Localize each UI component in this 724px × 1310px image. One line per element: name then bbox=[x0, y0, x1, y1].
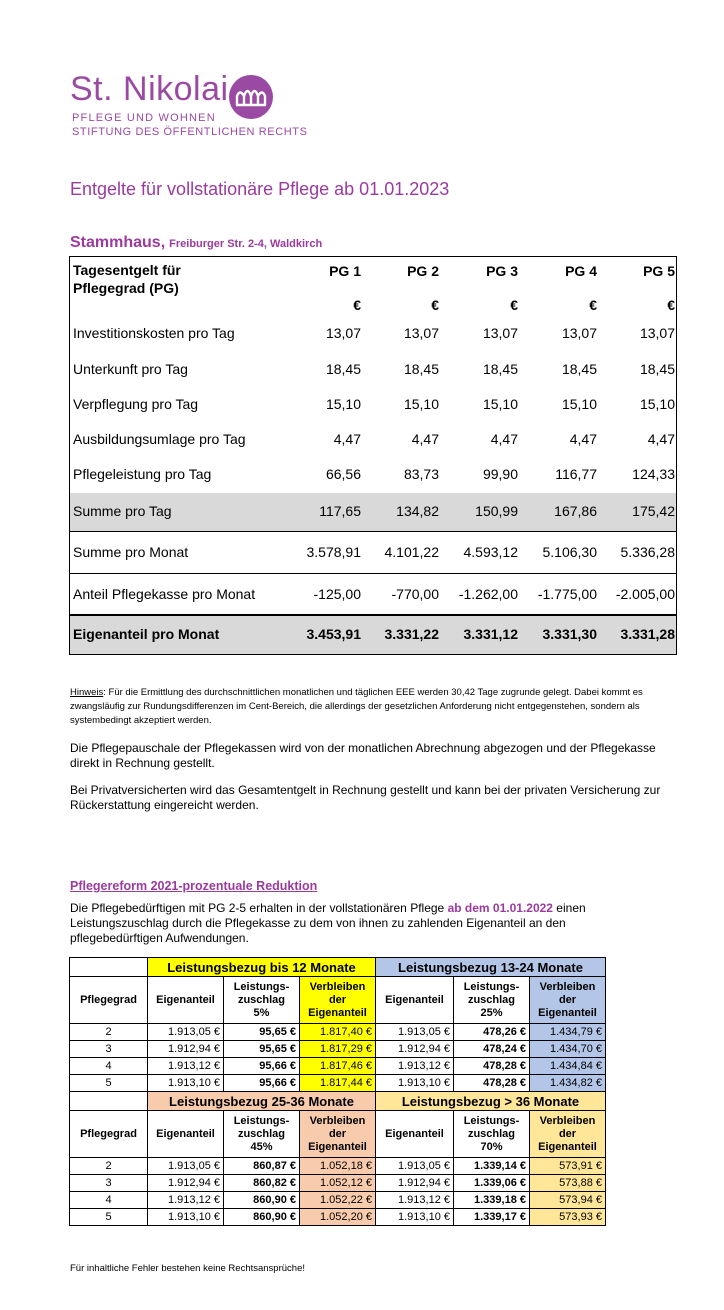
zuschlag-header bbox=[454, 1111, 530, 1158]
logo-subtitle: PFLEGE UND WOHNEN bbox=[72, 112, 216, 124]
fee-cell: 4,47 bbox=[647, 431, 675, 447]
fee-cell: 15,10 bbox=[639, 396, 675, 412]
verbleib-cell: 1.052,22 € bbox=[300, 1192, 376, 1209]
zuschlag-cell: 95,66 € bbox=[224, 1075, 300, 1092]
fee-cell: 3.578,91 bbox=[306, 544, 361, 560]
verbleib-cell: 1.817,40 € bbox=[300, 1024, 376, 1041]
fee-row bbox=[70, 388, 676, 423]
fee-cell: 175,42 bbox=[632, 503, 675, 519]
footer-disclaimer: Für inhaltliche Fehler bestehen keine Rechtsansprüche! bbox=[70, 1263, 305, 1274]
reduction-table bbox=[69, 957, 606, 1226]
pflegegrad-cell: 2 bbox=[70, 1024, 148, 1041]
fee-cell: 4,47 bbox=[569, 431, 597, 447]
verbleib-cell: 573,88 € bbox=[530, 1175, 606, 1192]
fee-cell: 4,47 bbox=[333, 431, 361, 447]
col-header-pg3: PG 3 bbox=[486, 263, 518, 279]
info-paragraph-1: Die Pflegepauschale der Pflegekassen wird von der monatlichen Abrechnung abgezogen und der Pflegekasse direkt in Rechnung gestellt. bbox=[70, 741, 656, 770]
fee-cell: 117,65 bbox=[319, 503, 361, 519]
verbleib-cell: 1.817,46 € bbox=[300, 1058, 376, 1075]
pflegegrad-cell: 2 bbox=[70, 1158, 148, 1175]
zuschlag-cell: 478,28 € bbox=[454, 1058, 530, 1075]
fee-cell: 15,10 bbox=[561, 396, 597, 412]
fee-cell: 3.331,28 bbox=[620, 626, 675, 642]
fee-cell: 15,10 bbox=[482, 396, 518, 412]
zuschlag-cell: 860,87 € bbox=[224, 1158, 300, 1175]
fee-cell: 4.101,22 bbox=[384, 544, 439, 560]
verbleib-cell: 573,91 € bbox=[530, 1158, 606, 1175]
group-title-left: Leistungsbezug bis 12 Monate bbox=[148, 958, 376, 977]
fee-cell: 13,07 bbox=[482, 325, 518, 341]
fee-cell: -2.005,00 bbox=[615, 586, 675, 602]
eigenanteil-cell: 1.913,05 € bbox=[148, 1024, 224, 1041]
col-header-pg4: PG 4 bbox=[565, 263, 597, 279]
zuschlag-cell: 1.339,06 € bbox=[454, 1175, 530, 1192]
eigenanteil-cell: 1.913,12 € bbox=[376, 1192, 454, 1209]
row-divider bbox=[70, 573, 676, 574]
eigenanteil-cell: 1.913,10 € bbox=[148, 1209, 224, 1226]
row-divider bbox=[70, 614, 676, 616]
verbleib-cell: 573,93 € bbox=[530, 1209, 606, 1226]
hint-text: : Für die Ermittlung des durchschnittlichen monatlichen und täglichen EEE werden 30,42 Tage zugrunde gelegt. Dabei kommt es zwangsläufig zur Rundungsdifferenzen im Cent-Bereich, die allerdings der gesetzlichen Anforderung nicht entgegenstehen, sondern als systembedingt akzeptiert werden. bbox=[70, 687, 643, 726]
fee-row bbox=[70, 532, 676, 574]
fee-row-label: Eigenanteil pro Monat bbox=[73, 626, 220, 642]
pflegegrad-cell: 5 bbox=[70, 1075, 148, 1092]
fee-cell: 3.331,22 bbox=[384, 626, 439, 642]
info-paragraph-2: Bei Privatversicherten wird das Gesamtentgelt in Rechnung gestellt und kann bei der privaten Versicherung zur Rückerstattung eingereicht werden. bbox=[70, 783, 661, 812]
verbleib-cell: 1.052,12 € bbox=[300, 1175, 376, 1192]
zuschlag-cell: 860,82 € bbox=[224, 1175, 300, 1192]
fee-row bbox=[70, 352, 676, 388]
fee-row-label: Investitionskosten pro Tag bbox=[73, 325, 235, 341]
zuschlag-cell: 478,24 € bbox=[454, 1041, 530, 1058]
fee-cell: 3.453,91 bbox=[306, 626, 361, 642]
logo-mark-icon bbox=[228, 74, 274, 120]
zuschlag-label: Leistungs-zuschlag bbox=[463, 980, 520, 1006]
fee-cell: -770,00 bbox=[391, 586, 439, 602]
fee-row-label: Unterkunft pro Tag bbox=[73, 361, 188, 377]
zuschlag-header bbox=[454, 977, 530, 1024]
reduction-row bbox=[70, 1058, 606, 1075]
eigenanteil-cell: 1.913,12 € bbox=[376, 1058, 454, 1075]
fee-cell: 13,07 bbox=[403, 325, 439, 341]
fee-cell: 116,77 bbox=[555, 466, 597, 482]
pflegegrad-header: Pflegegrad bbox=[70, 977, 148, 1024]
reduction-row bbox=[70, 1175, 606, 1192]
fee-row bbox=[70, 615, 676, 654]
eigenanteil-cell: 1.912,94 € bbox=[376, 1041, 454, 1058]
zuschlag-cell: 95,66 € bbox=[224, 1058, 300, 1075]
eigenanteil-cell: 1.913,05 € bbox=[376, 1158, 454, 1175]
zuschlag-header bbox=[224, 977, 300, 1024]
verbleib-cell: 1.434,79 € bbox=[530, 1024, 606, 1041]
zuschlag-cell: 860,90 € bbox=[224, 1209, 300, 1226]
pflegegrad-header: Pflegegrad bbox=[70, 1111, 148, 1158]
fee-cell: 134,82 bbox=[396, 503, 439, 519]
group-title-right: Leistungsbezug 13-24 Monate bbox=[376, 958, 606, 977]
fee-cell: 4,47 bbox=[490, 431, 518, 447]
eigenanteil-cell: 1.912,94 € bbox=[148, 1041, 224, 1058]
zuschlag-header bbox=[224, 1111, 300, 1158]
fee-cell: 13,07 bbox=[325, 325, 361, 341]
fee-row-label: Anteil Pflegekasse pro Monat bbox=[73, 586, 256, 602]
fee-row bbox=[70, 316, 676, 352]
currency-pg2: € bbox=[431, 297, 439, 313]
header-label-1: Tagesentgelt für bbox=[73, 262, 181, 278]
reform-text bbox=[70, 901, 630, 946]
fee-cell: 18,45 bbox=[639, 361, 675, 377]
reform-date-highlight: ab dem 01.01.2022 bbox=[447, 901, 553, 915]
pflegegrad-cell: 4 bbox=[70, 1192, 148, 1209]
pflegegrad-cell: 5 bbox=[70, 1209, 148, 1226]
verbleib-cell: 1.817,44 € bbox=[300, 1075, 376, 1092]
col-header-pg5: PG 5 bbox=[643, 263, 675, 279]
fee-row bbox=[70, 574, 676, 615]
col-header-pg2: PG 2 bbox=[407, 263, 439, 279]
zuschlag-label: Leistungs-zuschlag bbox=[463, 1114, 520, 1140]
eigenanteil-header: Eigenanteil bbox=[376, 1111, 454, 1158]
col-header-pg1: PG 1 bbox=[329, 263, 361, 279]
section-name: Stammhaus, bbox=[70, 234, 166, 251]
hint-note bbox=[70, 686, 660, 728]
fee-cell: 150,99 bbox=[475, 503, 518, 519]
verbleib-cell: 1.817,29 € bbox=[300, 1041, 376, 1058]
page-title: Entgelte für vollstationäre Pflege ab 01.01.2023 bbox=[70, 179, 450, 199]
fee-row bbox=[70, 423, 676, 458]
fee-table-header bbox=[70, 260, 676, 316]
zuschlag-label: Leistungs-zuschlag bbox=[233, 1114, 290, 1140]
pflegegrad-cell: 4 bbox=[70, 1058, 148, 1075]
eigenanteil-cell: 1.913,10 € bbox=[148, 1075, 224, 1092]
currency-pg4: € bbox=[589, 297, 597, 313]
currency-pg5: € bbox=[667, 297, 675, 313]
fee-cell: 5.106,30 bbox=[542, 544, 597, 560]
zuschlag-cell: 1.339,18 € bbox=[454, 1192, 530, 1209]
zuschlag-cell: 1.339,14 € bbox=[454, 1158, 530, 1175]
zuschlag-cell: 1.339,17 € bbox=[454, 1209, 530, 1226]
fee-cell: -1.262,00 bbox=[458, 586, 518, 602]
fee-table bbox=[69, 256, 677, 655]
group-title-right: Leistungsbezug > 36 Monate bbox=[376, 1092, 606, 1111]
fee-cell: 5.336,28 bbox=[620, 544, 675, 560]
verbleib-header: Verbleiben der Eigenanteil bbox=[300, 1111, 376, 1158]
reform-text-after: einen Leistungszuschlag durch die Pflegekasse zu dem von ihnen zu zahlenden Eigenanteil an den pflegebedürftigen Aufwendungen. bbox=[70, 901, 586, 945]
zuschlag-pct: 5% bbox=[253, 1006, 270, 1019]
fee-cell: 18,45 bbox=[403, 361, 439, 377]
eigenanteil-cell: 1.912,94 € bbox=[376, 1175, 454, 1192]
zuschlag-pct: 45% bbox=[250, 1140, 273, 1153]
reduction-row bbox=[70, 1075, 606, 1092]
verbleib-cell: 1.052,20 € bbox=[300, 1209, 376, 1226]
fee-cell: 4,47 bbox=[411, 431, 439, 447]
verbleib-header: Verbleiben der Eigenanteil bbox=[530, 977, 606, 1024]
verbleib-header: Verbleiben der Eigenanteil bbox=[530, 1111, 606, 1158]
fee-row-label: Verpflegung pro Tag bbox=[73, 396, 199, 412]
logo-name: St. Nikolai bbox=[70, 70, 229, 108]
zuschlag-cell: 95,65 € bbox=[224, 1024, 300, 1041]
fee-cell: 13,07 bbox=[639, 325, 675, 341]
zuschlag-cell: 95,65 € bbox=[224, 1041, 300, 1058]
fee-cell: 18,45 bbox=[325, 361, 361, 377]
eigenanteil-cell: 1.913,10 € bbox=[376, 1075, 454, 1092]
section-address: Freiburger Str. 2-4, Waldkirch bbox=[169, 238, 323, 250]
fee-row-label: Pflegeleistung pro Tag bbox=[73, 466, 212, 482]
fee-cell: 124,33 bbox=[632, 466, 675, 482]
fee-cell: 3.331,12 bbox=[463, 626, 518, 642]
fee-cell: 4.593,12 bbox=[463, 544, 518, 560]
fee-cell: 15,10 bbox=[325, 396, 361, 412]
verbleib-cell: 1.052,18 € bbox=[300, 1158, 376, 1175]
fee-row bbox=[70, 493, 676, 532]
verbleib-cell: 573,94 € bbox=[530, 1192, 606, 1209]
hint-label: Hinweis bbox=[70, 687, 104, 698]
fee-cell: 3.331,30 bbox=[542, 626, 597, 642]
reduction-row bbox=[70, 1192, 606, 1209]
pflegegrad-cell: 3 bbox=[70, 1175, 148, 1192]
fee-row bbox=[70, 458, 676, 493]
zuschlag-cell: 478,26 € bbox=[454, 1024, 530, 1041]
logo-foundation: STIFTUNG DES ÖFFENTLICHEN RECHTS bbox=[72, 126, 308, 138]
currency-pg1: € bbox=[353, 297, 361, 313]
fee-cell: 18,45 bbox=[482, 361, 518, 377]
fee-row-label: Summe pro Tag bbox=[73, 503, 172, 519]
verbleib-cell: 1.434,82 € bbox=[530, 1075, 606, 1092]
fee-cell: 167,86 bbox=[554, 503, 597, 519]
empty-corner-cell bbox=[70, 1092, 148, 1111]
eigenanteil-cell: 1.913,12 € bbox=[148, 1058, 224, 1075]
fee-cell: 15,10 bbox=[403, 396, 439, 412]
reduction-row bbox=[70, 1209, 606, 1226]
eigenanteil-cell: 1.912,94 € bbox=[148, 1175, 224, 1192]
zuschlag-pct: 25% bbox=[480, 1006, 503, 1019]
eigenanteil-cell: 1.913,10 € bbox=[376, 1209, 454, 1226]
empty-corner-cell bbox=[70, 958, 148, 977]
eigenanteil-cell: 1.913,05 € bbox=[148, 1158, 224, 1175]
reduction-row bbox=[70, 1158, 606, 1175]
zuschlag-pct: 70% bbox=[480, 1140, 503, 1153]
fee-cell: 18,45 bbox=[561, 361, 597, 377]
verbleib-cell: 1.434,84 € bbox=[530, 1058, 606, 1075]
pflegegrad-cell: 3 bbox=[70, 1041, 148, 1058]
fee-cell: 99,90 bbox=[482, 466, 518, 482]
currency-pg3: € bbox=[510, 297, 518, 313]
fee-cell: 13,07 bbox=[561, 325, 597, 341]
reform-title: Pflegereform 2021-prozentuale Reduktion bbox=[70, 879, 318, 893]
reform-text-before: Die Pflegebedürftigen mit PG 2-5 erhalten in der vollstationären Pflege bbox=[70, 901, 448, 915]
group-title-left: Leistungsbezug 25-36 Monate bbox=[148, 1092, 376, 1111]
verbleib-header: Verbleiben der Eigenanteil bbox=[300, 977, 376, 1024]
eigenanteil-header: Eigenanteil bbox=[376, 977, 454, 1024]
fee-row-label: Summe pro Monat bbox=[73, 544, 189, 560]
row-divider bbox=[70, 531, 676, 532]
fee-cell: 66,56 bbox=[325, 466, 361, 482]
fee-cell: -1.775,00 bbox=[537, 586, 597, 602]
fee-cell: 83,73 bbox=[403, 466, 439, 482]
verbleib-cell: 1.434,70 € bbox=[530, 1041, 606, 1058]
zuschlag-label: Leistungs-zuschlag bbox=[233, 980, 290, 1006]
reduction-row bbox=[70, 1024, 606, 1041]
eigenanteil-header: Eigenanteil bbox=[148, 1111, 224, 1158]
header-label-2: Pflegegrad (PG) bbox=[73, 280, 179, 296]
eigenanteil-cell: 1.913,05 € bbox=[376, 1024, 454, 1041]
section-title bbox=[70, 234, 322, 252]
fee-cell: -125,00 bbox=[313, 586, 361, 602]
fee-row-label: Ausbildungsumlage pro Tag bbox=[73, 431, 246, 447]
eigenanteil-header: Eigenanteil bbox=[148, 977, 224, 1024]
zuschlag-cell: 478,28 € bbox=[454, 1075, 530, 1092]
reduction-row bbox=[70, 1041, 606, 1058]
zuschlag-cell: 860,90 € bbox=[224, 1192, 300, 1209]
eigenanteil-cell: 1.913,12 € bbox=[148, 1192, 224, 1209]
